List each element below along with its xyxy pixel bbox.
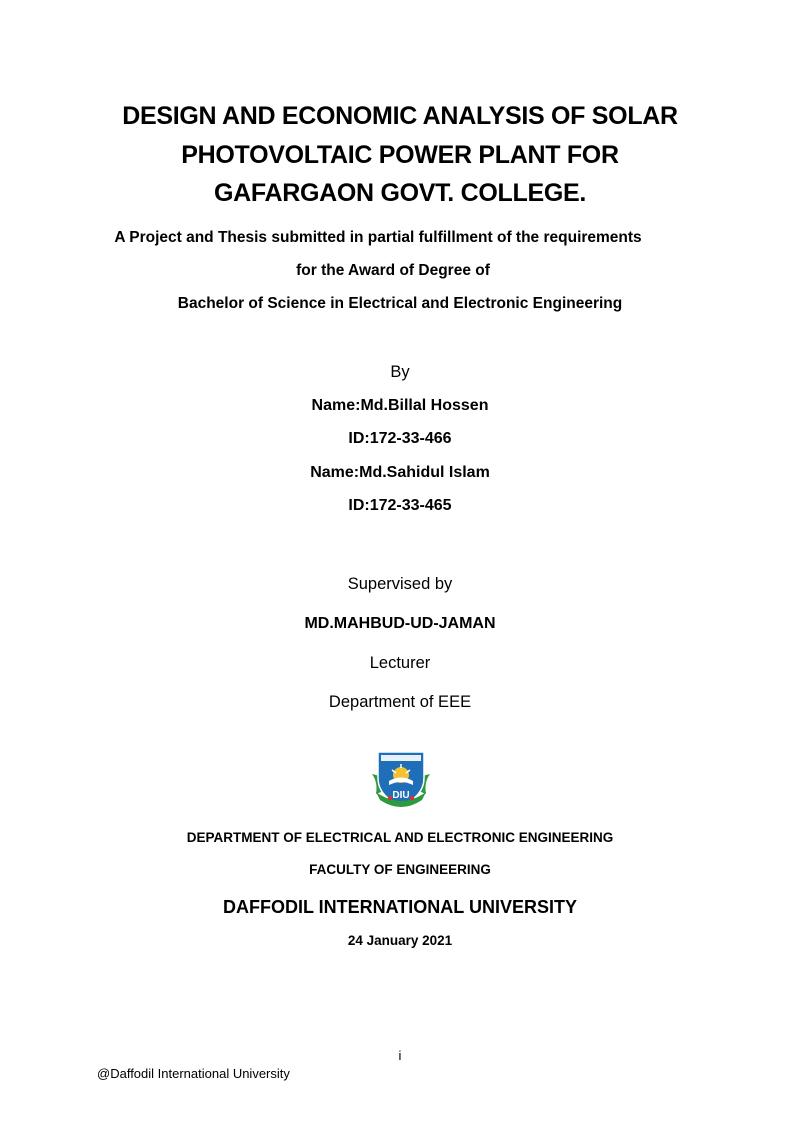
logo-text: DIU [392,790,410,801]
supervisor-name: MD.MAHBUD-UD-JAMAN [304,615,496,632]
thesis-title-line-2: PHOTOVOLTAIC POWER PLANT FOR [181,141,619,169]
author-2-id: ID:172-33-465 [348,497,452,514]
submission-date: 24 January 2021 [347,933,453,948]
faculty-name: FACULTY OF ENGINEERING [309,862,491,877]
by-label: By [390,363,410,381]
page-number: i [398,1048,402,1063]
author-1-name: Name:Md.Billal Hossen [311,397,489,414]
supervisor-department: Department of EEE [328,693,472,711]
supervised-by-label: Supervised by [347,575,453,593]
thesis-title-line-3: GAFARGAON GOVT. COLLEGE. [214,179,586,207]
supervisor-designation: Lecturer [369,654,431,672]
university-name: DAFFODIL INTERNATIONAL UNIVERSITY [222,897,577,917]
author-2-name: Name:Md.Sahidul Islam [310,464,490,481]
submission-statement-line-1: A Project and Thesis submitted in partial fulfillment of the requirements [114,229,642,246]
degree-name: Bachelor of Science in Electrical and Electronic Engineering [177,295,623,312]
footer-copyright: @Daffodil International University [97,1066,290,1081]
thesis-title-line-1: DESIGN AND ECONOMIC ANALYSIS OF SOLAR [122,102,678,130]
author-1-id: ID:172-33-466 [348,430,452,447]
submission-statement-line-2: for the Award of Degree of [296,262,490,279]
department-name: DEPARTMENT OF ELECTRICAL AND ELECTRONIC ENGINEERING [186,830,614,845]
diu-crest-icon [370,748,432,812]
